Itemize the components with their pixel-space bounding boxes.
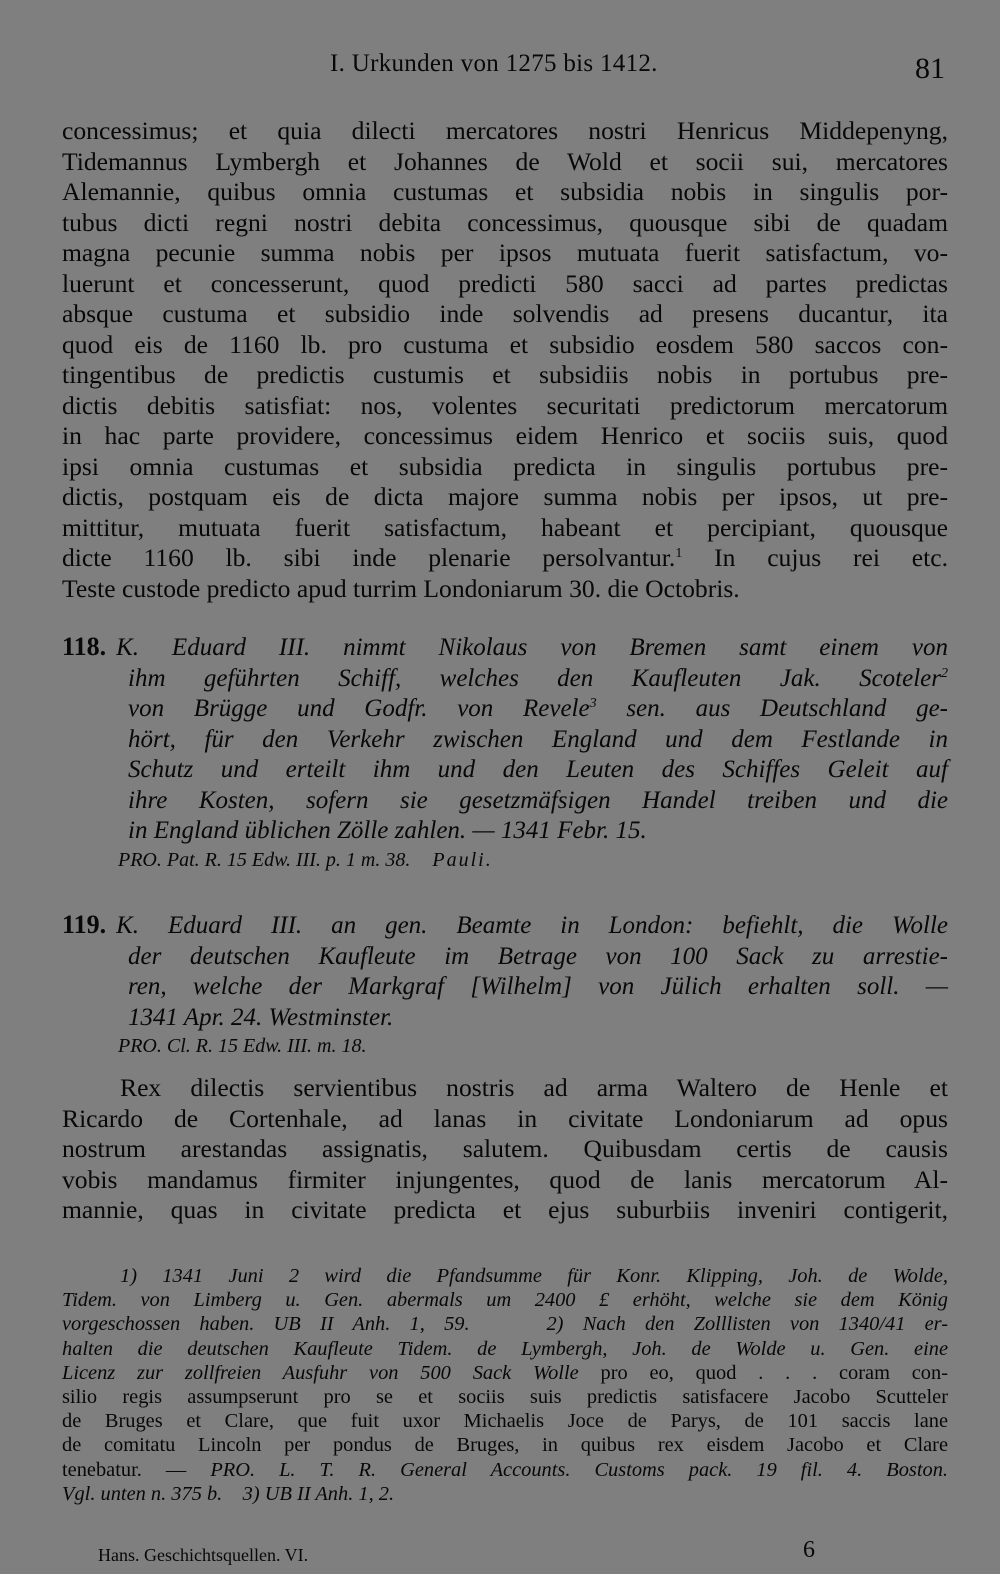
text-line: ipsi omnia custumas et subsidia predicta in singulis portubus pre- [62,451,948,481]
text-line: luerunt et concesserunt, quod predicti 580 sacci ad partes predictas [62,268,948,298]
footnote-line: de Bruges et Clare, que fuit uxor Michaelis Joce de Parys, de 101 saccis lane [62,1410,948,1433]
text-line: tingentibus de predictis custumis et subsidiis nobis in portubus pre- [62,360,948,389]
regest-line: ihre Kosten, sofern sie gesetzmäfsigen Handel treiben und die [128,786,948,814]
page-footer [98,1537,818,1566]
text-line: dicte 1160 lb. sibi inde plenarie persolvantur.$^1$ In cujus rei etc. [62,543,948,572]
printer-signature: 6 [803,1537,815,1563]
footnote-line: Licenz zur zollfreien Ausfuhr von 500 Sack Wolle pro eo, quod . . . coram con- [62,1361,948,1384]
footnote-line: Tidem. von Limberg u. Gen. abermals um 2400 £ erhöht, welche sie dem König [62,1289,948,1312]
entry-118-regest [62,632,948,873]
text-line: vobis mandamus firmiter injungentes, quod de lanis mercatorum Al- [62,1164,948,1194]
text-line: Tidemannus Lymbergh et Johannes de Wold et socii sui, mercatores [62,146,948,176]
regest-line: 119. K. Eduard III. an gen. Beamte in London: befiehlt, die Wolle [62,910,948,939]
footnote-line: de comitatu Lincoln per pondus de Bruges, in quibus rex eisdem Jacobo et Clare [62,1434,948,1457]
text-line: Alemannie, quibus omnia custumas et subsidia nobis in singulis por- [62,177,948,206]
regest-line: von Brügge und Godfr. von Revele$^3$ sen. aus Deutschland ge- [128,695,949,722]
entry-number: 118. [62,632,107,661]
text-line: in hac parte providere, concessimus eidem Henrico et sociis suis, quod [62,421,948,450]
footnote-line: tenebatur. — PRO. L. T. R. General Accounts. Customs pack. 19 fil. 4. Boston. [62,1458,948,1481]
text-line: concessimus; et quia dilecti mercatores nostri Henricus Middepenyng, [62,116,948,145]
text-line: mittitur, mutuata fuerit satisfactum, habeant et percipiant, quousque [62,512,948,542]
text-line: nostrum arestandas assignatis, salutem. Quibusdam certis de causis [62,1134,948,1163]
regest-line: hört, für den Verkehr zwischen England und dem Festlande in [128,725,948,753]
regest-line: 118. K. Eduard III. nimmt Nikolaus von Bremen samt einem von [62,632,948,661]
footnote-line: 1) 1341 Juni 2 wird die Pfandsumme für Konr. Klipping, Joh. de Wolde, [120,1265,948,1287]
regest-line: in England üblichen Zölle zahlen. — 1341 Febr. 15. [128,817,647,844]
text-line: Teste custode predicto apud turrim Londoniarum 30. die Octobris. [62,573,740,603]
regest-line: 1341 Apr. 24. Westminster. [128,1003,394,1031]
footnote-line: vorgeschossen haben. UB II Anh. 1, 59. 2) Nach den Zolllisten von 1340/41 er- [62,1313,948,1336]
regest-line: Schutz und erteilt ihm und den Leuten des Schiffes Geleit auf [128,756,948,783]
regest-line: der deutschen Kaufleute im Betrage von 100 Sack zu arrestie- [128,942,948,970]
continuation-text [62,116,948,604]
source-citation: PRO. Pat. R. 15 Edw. III. p. 1 m. 38. Pauli. [118,848,493,871]
entry-number: 119. [62,910,107,939]
text-line: dictis, postquam eis de dicta majore summa nobis per ipsos, ut pre- [62,482,948,511]
footnotes [62,1264,948,1506]
entry-119-text [62,1073,948,1226]
text-line: tubus dicti regni nostri debita concessimus, quousque sibi de quadam [62,207,948,237]
text-line: Rex dilectis servientibus nostris ad arma Waltero de Henle et [120,1073,948,1102]
footnote-ref: 1 [675,546,683,561]
text-line: quod eis de 1160 lb. pro custuma et subsidio eosdem 580 saccos con- [62,329,948,359]
text-line: dictis debitis satisfiat: nos, volentes securitati predictorum mercatorum [62,390,948,420]
regest-line: ren, welche der Markgraf [Wilhelm] von Jülich erhalten soll. — [128,973,948,1000]
text-line: mannie, quas in civitate predicta et ejus suburbiis inveniri contigerit, [62,1195,948,1224]
footnote-line: Vgl. unten n. 375 b. 3) UB II Anh. 1, 2. [62,1482,395,1505]
series-title: Hans. Geschichtsquellen. VI. [98,1545,309,1565]
page-number: 81 [915,52,945,85]
footnote-line: silio regis assumpserunt pro se et sociis suis predictis satisfacere Jacobo Scutteler [62,1386,948,1409]
regest-line: ihm geführten Schiff, welches den Kaufleuten Jak. Scoteler$^2$ [128,664,948,692]
running-header [0,50,1000,90]
running-title: I. Urkunden von 1275 bis 1412. [330,50,658,77]
entry-119-regest [62,910,948,1059]
text-line: Ricardo de Cortenhale, ad lanas in civitate Londoniarum ad opus [62,1103,948,1133]
footnote-line: halten die deutschen Kaufleute Tidem. de Lymbergh, Joh. de Wolde u. Gen. eine [62,1337,948,1360]
text-line: magna pecunie summa nobis per ipsos mutuata fuerit satisfactum, vo- [62,238,948,267]
footnote-ref: 3 [589,696,597,711]
text-line: absque custuma et subsidio inde solvendis ad presens ducantur, ita [62,299,948,328]
source-citation: PRO. Cl. R. 15 Edw. III. m. 18. [118,1035,367,1057]
footnote-ref: 2 [941,665,948,681]
